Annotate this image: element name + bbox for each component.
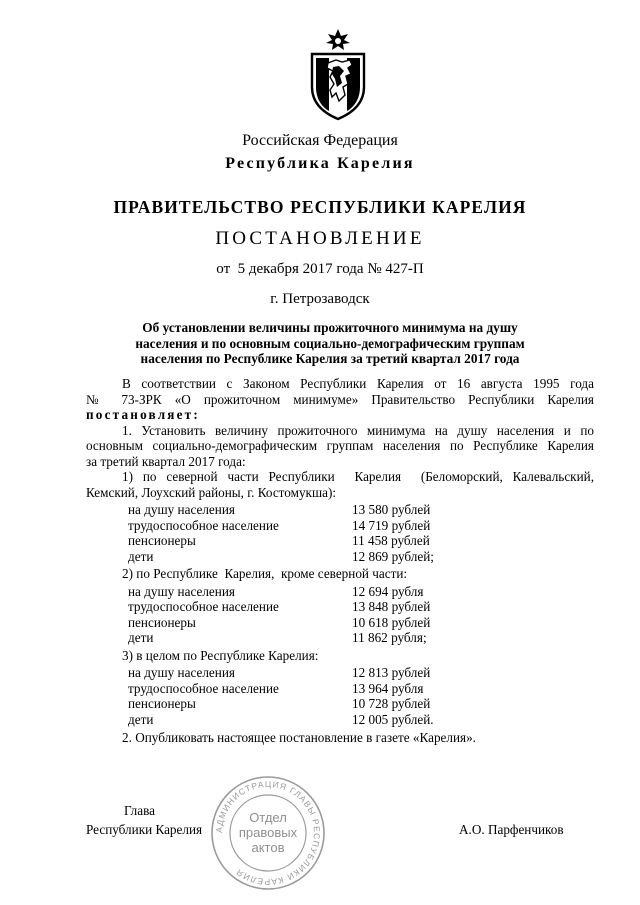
government-title: ПРАВИТЕЛЬСТВО РЕСПУБЛИКИ КАРЕЛИЯ <box>113 197 527 217</box>
row-value: 11 862 рубля; <box>352 630 427 645</box>
row-label: дети <box>128 711 154 727</box>
value-row <box>86 533 594 549</box>
region-title: Кемский, Лоухский районы, г. Костомукша): <box>86 484 337 500</box>
value-row <box>86 665 594 681</box>
row-label: на душу населения <box>128 502 235 517</box>
document-city: г. Петрозаводск <box>270 291 370 307</box>
row-label: трудоспособное население <box>128 680 279 696</box>
value-row <box>86 518 594 534</box>
row-value: 13 964 рубля <box>352 680 424 696</box>
row-value: 11 458 рублей <box>352 533 430 548</box>
region-title: 3) в целом по Республике Карелия: <box>122 647 319 663</box>
row-label: дети <box>128 548 154 564</box>
value-row <box>86 696 594 712</box>
decrees-word: постановляет: <box>86 407 200 422</box>
row-value: 12 869 рублей; <box>352 548 434 564</box>
row-value: 12 005 рублей. <box>352 711 434 727</box>
official-stamp-icon <box>209 774 327 892</box>
preamble-line: В соответствии с Законом Республики Карелия от 16 августа 1995 года <box>122 376 594 391</box>
republic-name: Республика Карелия <box>225 155 415 172</box>
document-body <box>86 376 594 746</box>
row-value: 12 813 рублей <box>352 665 431 680</box>
row-value: 13 848 рублей <box>352 599 431 614</box>
region-title: 1) по северной части Республики Карелия (Беломорский, Калевальский, <box>122 469 594 484</box>
stamp-text: актов <box>251 840 285 855</box>
subject-line: Об установлении величины прожиточного минимума на душу <box>142 320 518 335</box>
value-row <box>86 584 594 600</box>
clause-1-line: за третий квартал 2017 года: <box>86 453 246 469</box>
value-row <box>86 502 594 518</box>
document-date-number: от 5 декабря 2017 года № 427-П <box>216 261 424 277</box>
signatory-name: А.О. Парфенчиков <box>459 822 564 837</box>
clause-2: 2. Опубликовать настоящее постановление в газете «Карелия». <box>122 730 476 745</box>
row-value: 12 694 рубля <box>352 583 424 599</box>
row-label: трудоспособное население <box>128 517 279 533</box>
value-row <box>86 549 594 565</box>
value-row <box>86 681 594 697</box>
row-value: 14 719 рублей <box>352 517 431 533</box>
stamp-text: Отдел <box>249 810 287 825</box>
document-type: ПОСТАНОВЛЕНИЕ <box>215 228 425 249</box>
row-label: на душу населения <box>128 583 235 599</box>
clause-1-line: 1. Установить величину прожиточного минимума на душу населения и по <box>122 422 594 438</box>
subject-line: населения и по основным социально-демографическим группам <box>135 335 525 351</box>
document-subject <box>110 320 550 367</box>
value-row <box>86 615 594 631</box>
preamble-line: № 73-ЗРК «О прожиточном минимуме» Правительство Республики Карелия <box>86 391 594 407</box>
region-values <box>86 502 594 564</box>
signatory-title-line: Глава <box>124 803 155 818</box>
stamp-ring-text: АДМИНИСТРАЦИЯ ГЛАВЫ РЕСПУБЛИКИ КАРЕЛИЯ <box>213 778 323 888</box>
row-label: трудоспособное население <box>128 599 279 614</box>
row-label: пенсионеры <box>128 533 196 548</box>
region-title: 2) по Республике Карелия, кроме северной части: <box>122 566 408 581</box>
clause-1-line: основным социально-демографическим группам населения по Республике Карелия <box>86 438 594 453</box>
row-value: 10 618 рублей <box>352 614 431 630</box>
karelia-coat-of-arms-icon <box>306 27 370 121</box>
row-label: дети <box>128 630 154 645</box>
row-value: 13 580 рублей <box>352 502 431 517</box>
row-label: пенсионеры <box>128 614 196 630</box>
value-row <box>86 599 594 615</box>
stamp-text: правовых <box>238 825 298 840</box>
subject-line: населения по Республике Карелия за третий квартал 2017 года <box>140 351 520 366</box>
region-values <box>86 584 594 646</box>
value-row <box>86 712 594 728</box>
value-row <box>86 630 594 646</box>
country-name: Российская Федерация <box>242 132 398 149</box>
row-value: 10 728 рублей <box>352 696 431 711</box>
region-values <box>86 665 594 727</box>
signatory-title-line: Республики Карелия <box>86 822 203 837</box>
row-label: пенсионеры <box>128 696 196 711</box>
row-label: на душу населения <box>128 665 235 680</box>
